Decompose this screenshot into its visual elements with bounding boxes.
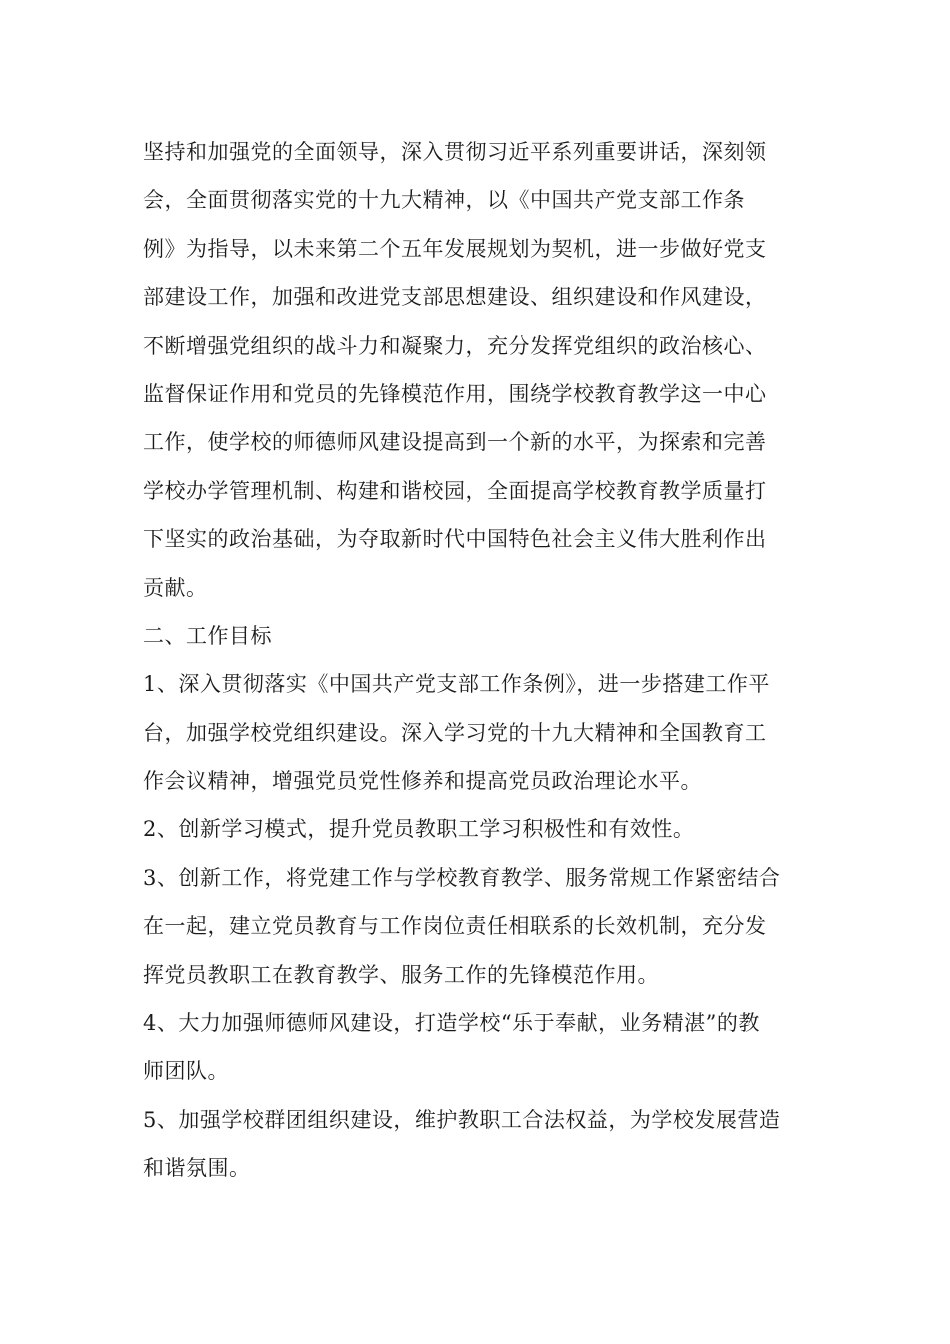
paragraph-line: 监督保证作用和党员的先锋模范作用，围绕学校教育教学这一中心: [143, 381, 767, 406]
paragraph-line: 坚持和加强党的全面领导，深入贯彻习近平系列重要讲话，深刻领: [143, 140, 767, 164]
goal-item-line: 挥党员教职工在教育教学、服务工作的先锋模范作用。: [143, 962, 659, 987]
paragraph-line: 会，全面贯彻落实党的十九大精神，以《中国共产党支部工作条: [143, 188, 745, 213]
paragraph-line: 贡献。: [143, 575, 208, 600]
goal-item-line: 台，加强学校党组织建设。深入学习党的十九大精神和全国教育工: [143, 720, 767, 745]
goal-item-line: 3、创新工作，将党建工作与学校教育教学、服务常规工作紧密结合: [143, 865, 781, 890]
goal-item-line: 在一起，建立党员教育与工作岗位责任相联系的长效机制，充分发: [143, 914, 767, 939]
paragraph-line: 部建设工作，加强和改进党支部思想建设、组织建设和作风建设，: [143, 285, 767, 310]
paragraph-line: 例》为指导，以未来第二个五年发展规划为契机，进一步做好党支: [143, 236, 767, 261]
paragraph-line: 学校办学管理机制、构建和谐校园，全面提高学校教育教学质量打: [143, 478, 767, 503]
goal-item-line: 作会议精神，增强党员党性修养和提高党员政治理论水平。: [143, 769, 702, 794]
goal-item-line: 和谐氛围。: [143, 1156, 251, 1181]
goal-item-line: 师团队。: [143, 1059, 229, 1084]
goal-item-line: 2、创新学习模式，提升党员教职工学习积极性和有效性。: [143, 817, 695, 842]
section-heading: 二、工作目标: [143, 623, 272, 648]
paragraph-line: 不断增强党组织的战斗力和凝聚力，充分发挥党组织的政治核心、: [143, 333, 767, 358]
paragraph-line: 下坚实的政治基础，为夺取新时代中国特色社会主义伟大胜利作出: [143, 527, 767, 552]
paragraph-line: 工作，使学校的师德师风建设提高到一个新的水平，为探索和完善: [143, 430, 767, 455]
goal-item-line: 1、深入贯彻落实《中国共产党支部工作条例》，进一步搭建工作平: [143, 672, 770, 697]
document-body: [143, 128, 813, 1193]
goal-item-line: 4、大力加强师德师风建设，打造学校“乐于奉献，业务精湛”的教: [143, 1011, 760, 1036]
goal-item-line: 5、加强学校群团组织建设，维护教职工合法权益，为学校发展营造: [143, 1107, 781, 1132]
